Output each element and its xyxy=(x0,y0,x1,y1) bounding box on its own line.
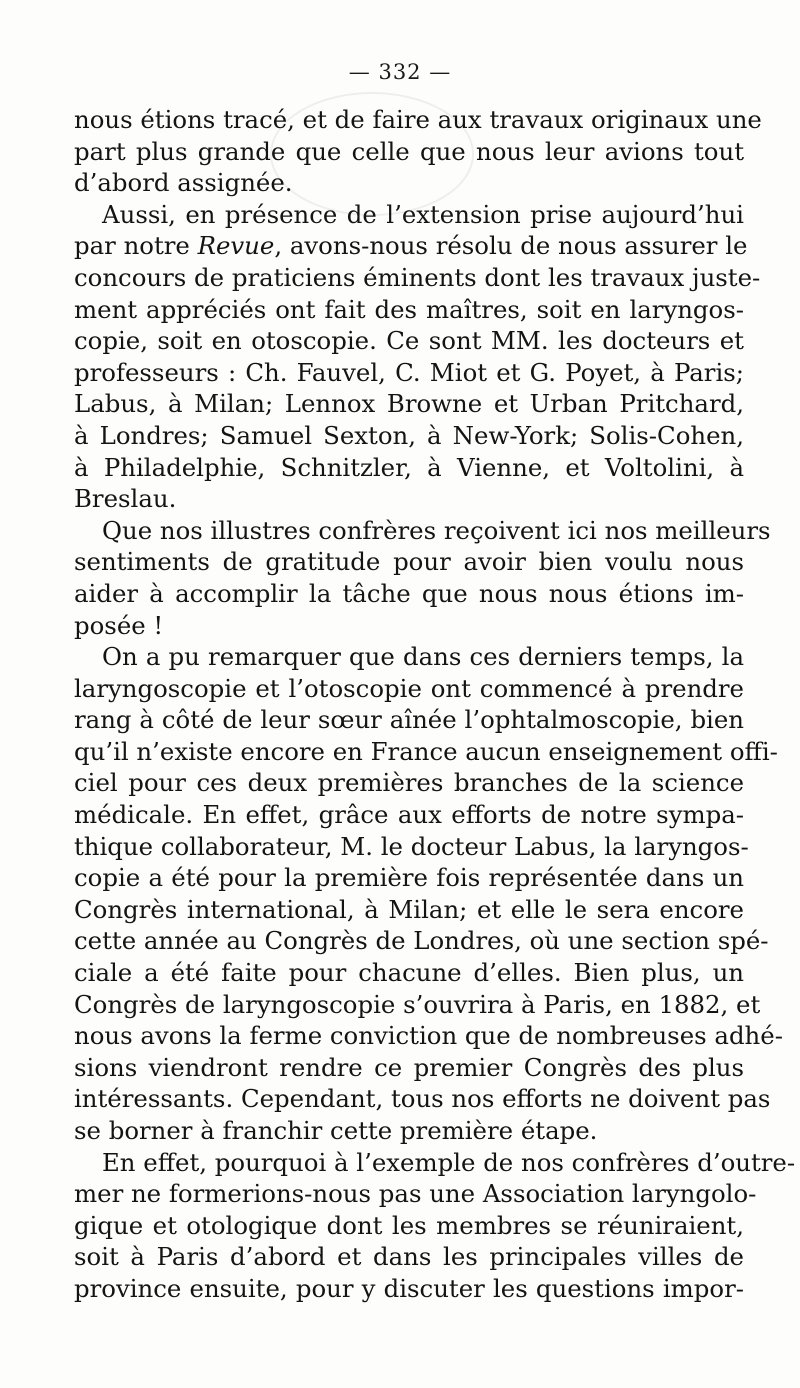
text-line: Labus, à Milan; Lennox Browne et Urban Pritchard, xyxy=(74,389,744,419)
text-line: cette année au Congrès de Londres, où une section spé- xyxy=(74,926,769,956)
text-line: part plus grande que celle que nous leur avions tout xyxy=(74,136,744,166)
text-line: nous étions tracé, et de faire aux travaux originaux une xyxy=(74,105,762,134)
text-line: mer ne formerions-nous pas une Association laryngolo- xyxy=(74,1179,757,1209)
text-line: On a pu remarquer que dans ces derniers temps, la xyxy=(102,642,744,672)
text-line: laryngoscopie et l’otoscopie ont commencé à prendre xyxy=(74,673,744,703)
body-text xyxy=(74,104,796,1305)
text-line: Aussi, en présence de l’extension prise aujourd’hui xyxy=(102,199,744,229)
text-line: Congrès de laryngoscopie s’ouvrira à Paris, en 1882, et xyxy=(74,989,761,1019)
text-line: aider à accomplir la tâche que nous nous étions im- xyxy=(74,578,744,608)
text-line: soit à Paris d’abord et dans les principales villes de xyxy=(74,1242,744,1272)
text-line: Que nos illustres confrères reçoivent ici nos meilleurs xyxy=(102,515,771,545)
text-line: sentiments de gratitude pour avoir bien voulu nous xyxy=(74,547,744,577)
text-line: intéressants. Cependant, tous nos efforts ne doivent pas xyxy=(74,1084,771,1114)
text-line: En effet, pourquoi à l’exemple de nos confrères d’outre- xyxy=(102,1147,796,1177)
text-line: médicale. En effet, grâce aux efforts de notre sympa- xyxy=(74,800,744,830)
text-line: concours de praticiens éminents dont les travaux juste- xyxy=(74,262,761,292)
text-line: province ensuite, pour y discuter les questions impor- xyxy=(74,1273,744,1303)
text-line: gique et otologique dont les membres se réuniraient, xyxy=(74,1210,744,1240)
text-line: ciale a été faite pour chacune d’elles. Bien plus, un xyxy=(74,958,744,988)
text-line: copie, soit en otoscopie. Ce sont MM. les docteurs et xyxy=(74,326,744,356)
text-line: par notre Revue, avons-nous résolu de nous assurer le xyxy=(74,231,748,261)
text-line: sions viendront rendre ce premier Congrès des plus xyxy=(74,1052,744,1082)
text-line: rang à côté de leur sœur aînée l’ophtalmoscopie, bien xyxy=(74,705,744,735)
text-line: copie a été pour la première fois représentée dans un xyxy=(74,863,744,893)
text-line: à Philadelphie, Schnitzler, à Vienne, et Voltolini, à xyxy=(74,452,744,482)
text-line: thique collaborateur, M. le docteur Labus, la laryngos- xyxy=(74,831,749,861)
text-line: posée ! xyxy=(74,610,164,640)
italic-title: Revue xyxy=(197,231,275,261)
text-line: à Londres; Samuel Sexton, à New-York; Solis-Cohen, xyxy=(74,420,744,450)
text-line: ment appréciés ont fait des maîtres, soit en laryngos- xyxy=(74,294,744,324)
text-line: qu’il n’existe encore en France aucun enseignement offi- xyxy=(74,736,778,766)
text-line: ciel pour ces deux premières branches de la science xyxy=(74,768,744,798)
text-line: se borner à franchir cette première étape. xyxy=(74,1116,598,1145)
text-line: Breslau. xyxy=(74,484,177,514)
text-line: Congrès international, à Milan; et elle le sera encore xyxy=(74,894,744,924)
page-number: — 332 — xyxy=(348,60,452,84)
text-line: professeurs : Ch. Fauvel, C. Miot et G. Poyet, à Paris; xyxy=(74,357,744,387)
text-line: nous avons la ferme conviction que de nombreuses adhé- xyxy=(74,1021,783,1051)
text-line: d’abord assignée. xyxy=(74,168,293,198)
